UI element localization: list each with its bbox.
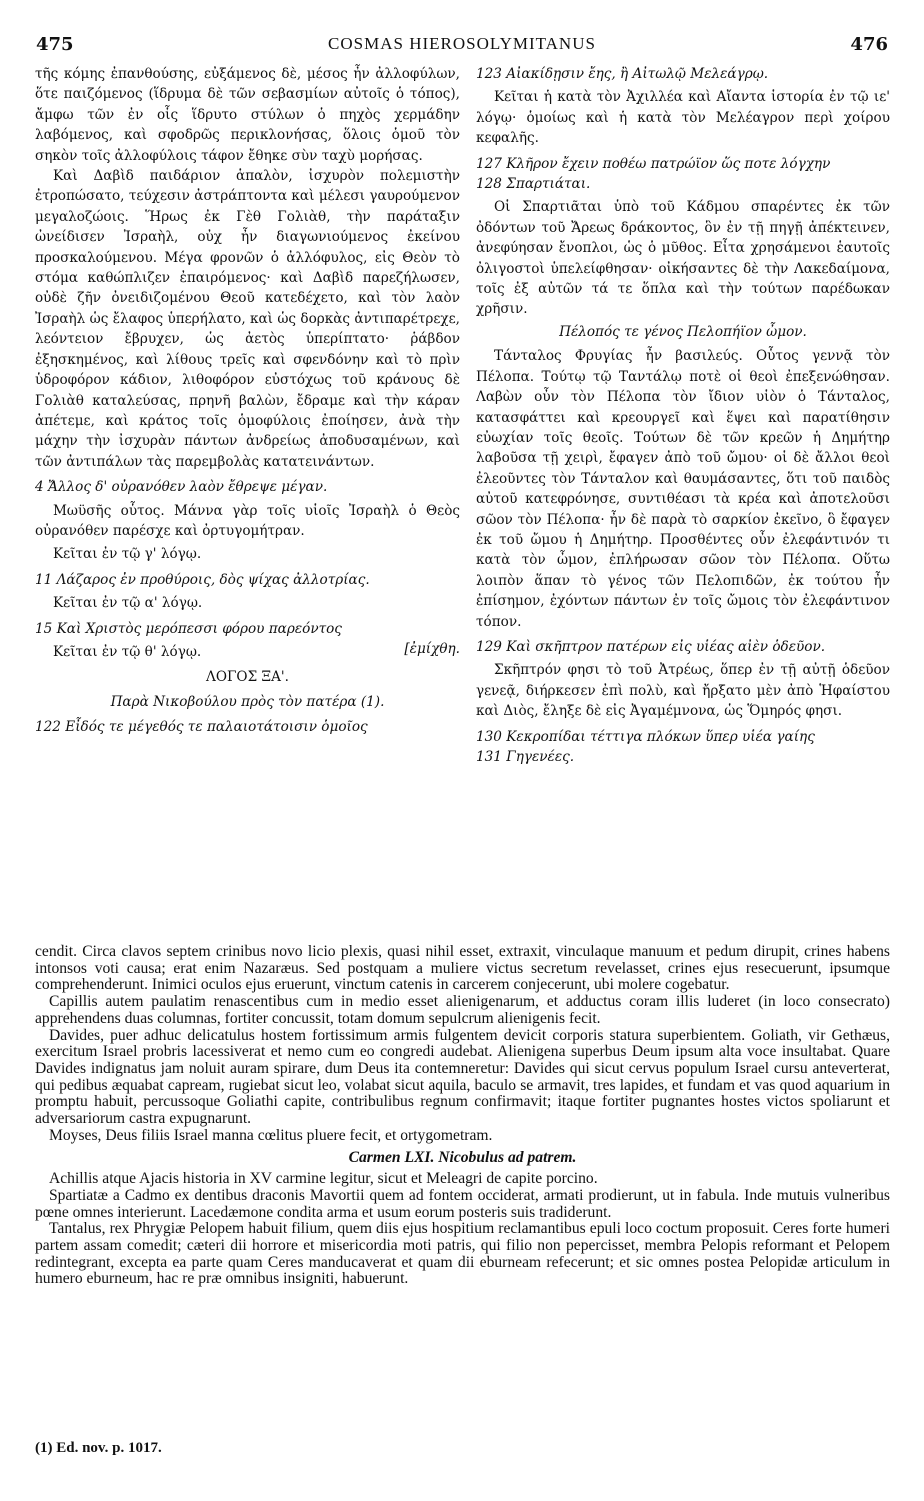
verse-heading (476, 154, 890, 195)
paragraph: Τάνταλος Φρυγίας ἦν βασιλεύς. Οὗτος γεννᾷ τὸν Πέλοπα. Τούτῳ τῷ Ταντάλῳ ποτὲ οἱ θεοὶ ἐπεξενώθησαν. Λαβὼν οὖν τὸν Πέλοπα τὸν ἴδιον υἱὸν ὁ Τάνταλος, κατασφάττει καὶ κρεουργεῖ καὶ ἕψει καὶ παρατίθησιν εὐωχίαν τοῖς θεοῖς. Τούτων δὲ τῶν κρεῶν ἡ Δημήτηρ λαβοῦσα τῇ χειρὶ, ἔφαγεν ἀπὸ τοῦ ὤμου· οἱ δὲ ἄλλοι θεοὶ ἐλεοῦντες τὸν Τάνταλον καὶ θαυμάσαντες, ὅτι τοῦ παιδὸς αὐτοῦ κατεφρόνησε, συντιθέασι τὰ κρέα καὶ ἀποτελοῦσι σῶον τὸν Πέλοπα· ἦν δὲ παρὰ τὸ σαρκίον ἐκεῖνο, ὃ ἔφαγεν ἐκ τοῦ ὤμου ἡ Δημήτηρ. Προσθέντες οὖν ἐλεφάντινόν τι κατὰ τὸν ὦμον, ἐπλήρωσαν σῶον τὸν Πέλοπα. Οὕτω λοιπὸν ἅπαν τὸ γένος τῶν Πελοπιδῶν, ἐκ τούτου ἦν ἐπίσημον, ἐχόντων πάντων ἐν τοῖς ὤμοις τὸν ἐλεφάντινον τόπον. (476, 348, 890, 630)
paragraph: Capillis autem paulatim renascentibus cum in medio esset alienigenarum, et adductus coram illis luderet (in loco consecrato) apprehendens duas columnas, fortiter concussit, totam domum sepulcrum alienigenis fecit. (35, 993, 890, 1027)
verse-heading: Πέλοπός τε γένος Πελοπήϊον ὦμον. (559, 323, 807, 340)
paragraph: Achillis atque Ajacis historia in XV carmine legitur, sicut et Meleagri de capite porcino. (49, 1170, 598, 1188)
latin-translation (35, 944, 890, 1288)
paragraph: Μωϋσῆς οὗτος. Μάννα γὰρ τοῖς υἱοῖς Ἰσραὴλ ὁ Θεὸς οὐρανόθεν παρέσχε καὶ ὀρτυγομήτραν. (35, 502, 460, 539)
verse-heading: 11 Λάζαρος ἐν προθύροις, δὸς ψίχας ἀλλοτρίας. (35, 571, 370, 588)
paragraph: Σκῆπτρόν φησι τὸ τοῦ Ἀτρέως, ὅπερ ἐν τῇ αὐτῇ ὁδεῦον γενεᾷ, διήρκεσεν ἐπὶ πολὺ, καὶ ἤρξατο μὲν ἀπὸ Ἡφαίστου καὶ Διὸς, ἔληξε δὲ εἰς Ἀγαμέμνονα, ὡς Ὅμηρός φησι. (476, 662, 890, 720)
paragraph: τῆς κόμης ἐπανθούσης, εὐξάμενος δὲ, μέσος ἦν ἀλλοφύλων, ὅτε παιζόμενος (ἵδρυμα δὲ τῶν σεβασμίων αὐτοῖς ὁ τόπος), ἄμφω τῶν ἐν οἷς ἵδρυτο στύλων ὁ πηχὸς χερμάδην λαβόμενος, καὶ σφοδρῶς περικλονήσας, ὅλοις ὁμοῦ τὸν σηκὸν τοῖς ἀλλοφύλοις τάφον ἔθηκε σὺν ταχὺ μορήσας. (35, 66, 460, 164)
verse-text: 15 Καὶ Χριστὸς μερόπεσσι φόρου παρεόντος (35, 620, 342, 637)
page-header (36, 34, 888, 58)
paragraph: Tantalus, rex Phrygiæ Pelopem habuit filium, quem diis ejus hospitium reclamantibus epuli loco coctum proposuit. Ceres forte humeri partem assam comedit; cæteri dii horrore et misericordia moti patris, qui filio non pepercisset, membra Pelopis reformant et Pelopem redintegrant, excepta ea parte quam Ceres manducaverat et quam dii eburneam refecerunt; et sic omnes posteа Pelopidæ articulum in humero eburneum, hac re præ omnibus insigniti, habuerunt. (35, 1220, 890, 1288)
footnote: (1) Ed. nov. p. 1017. (35, 1440, 162, 1456)
verse-heading: 123 Αἰακίδῃσιν ἔης, ἢ Αἰτωλῷ Μελεάγρῳ. (476, 66, 769, 82)
verse-text: 131 Γηγενέες. (476, 749, 575, 765)
verse-heading: 4 Ἄλλος δ' οὐρανόθεν λαὸν ἔθρεψε μέγαν. (35, 479, 328, 496)
verse-heading: 122 Εἶδός τε μέγεθός τε παλαιοτάτοισιν ὁμοῖος (35, 719, 368, 736)
greek-column-left (35, 64, 460, 741)
paragraph: Οἱ Σπαρτιᾶται ὑπὸ τοῦ Κάδμου σπαρέντες ἐκ τῶν ὀδόντων τοῦ Ἄρεως δράκοντος, ὃν ἐν τῇ πηγῇ ἀπέκτεινεν, ἀνεφύησαν ἔνοπλοι, ὡς ὁ μῦθος. Εἶτα χρησάμενοι ἑαυτοῖς ὀλιγοστοὶ ὑπελείφθησαν· οἰκήσαντες δὲ τὴν Λακεδαίμονα, τοῖς ἐξ αὐτῶν τά τε ὅπλα καὶ τὴν τούτων παρέδωκαν χρῆσιν. (476, 199, 890, 318)
verse-text: 130 Κεκροπίδαι τέττιγα πλόκων ὕπερ υἱέα γαίης (476, 728, 815, 745)
verse-text: 128 Σπαρτιάται. (476, 176, 591, 193)
section-heading: ΛΟΓΟΣ ΞΑ'. (206, 669, 289, 686)
section-subheading: Παρὰ Νικοβούλου πρὸς τὸν πατέρα (1). (110, 693, 385, 710)
paragraph: cendit. Circa clavos septem crinibus novo licio plexis, quasi nihil esset, extraxit, vinculaque manuum et pedum dirupit, crines habens intonsos voti causa; erat enim Nazaræus. Sed postquam a muliere victus secretum revelasset, crines ejus resecuerunt, ipsumque comprehenderunt. Inimici oculos ejus eruerunt, vinctum catenis in carcerem conjecerunt, ubi molere cogebatur. (35, 943, 890, 994)
paragraph: Κεῖται ἡ κατὰ τὸν Ἀχιλλέα καὶ Αἴαντα ἱστορία ἐν τῷ ιε' λόγῳ· ὁμοίως καὶ ἡ κατὰ τὸν Μελέαγρον περὶ χοίρου κεφαλῆς. (476, 89, 890, 147)
running-title: COSMAS HIEROSOLYMITANUS (328, 34, 596, 53)
reference: Κεῖται ἐν τῷ γ' λόγῳ. (53, 546, 202, 563)
verse-heading: 129 Καὶ σκῆπτρον πατέρων εἰς υἱέας αἰὲν ὁδεῦον. (476, 638, 826, 655)
page-number-left: 475 (36, 34, 74, 55)
verse-heading (476, 727, 890, 768)
reference: Κεῖται ἐν τῷ α' λόγῳ. (53, 595, 203, 612)
paragraph: Moyses, Deus filiis Israel manna cœlitus pluere fecit, et ortygometram. (49, 1126, 493, 1144)
section-title: Carmen LXI. Nicobulus ad patrem. (348, 1149, 577, 1167)
verse-continuation: [ἐμίχθη. (404, 640, 460, 657)
paragraph: Davides, puer adhuc delicatulus hostem fortissimum armis fulgentem devicit corporis statura superbientem. Goliath, vir Gethæus, exercitum Israel probris lacessiverat et nemo cum eo congredi audebat. Alienigena superbus Deum ipsum alta voce insultabat. Quare Davides indignatus jam noluit auram spirare, dum Deus ita contemneretur: Davides qui sicut cervus populum Israel cursu anteverterat, qui pedibus æquabat capream, rugiebat sicut leo, volabat sicut aquila, baculo se armavit, tres lapides, et fundam et vas quod aquarium in promptu habuit, percussoque Goliathi capite, contribulibus regnum confirmavit; itaque fortiter pugnantes hostes victos spoliarunt et adversariorum castra expugnarunt. (35, 1026, 890, 1128)
verse-text: 127 Κλῆρον ἔχειν ποθέω πατρώϊον ὥς ποτε λόγχην (476, 155, 831, 172)
reference: Κεῖται ἐν τῷ θ' λόγῳ. (53, 643, 202, 660)
page-number-right: 476 (850, 34, 888, 55)
paragraph: Καὶ Δαβὶδ παιδάριον ἁπαλὸν, ἰσχυρὸν πολεμιστὴν ἐτροπώσατο, τεύχεσιν ἀστράπτοντα καὶ μέλεσι γαυρούμενον μεγαλοζώοις. Ἥρως ἐκ Γὲθ Γολιὰθ, τὴν παράταξιν ὠνείδισεν Ἰσραὴλ, οὐχ ἦν διαγωνιούμενος ἐκείνου προσκαλούμενου. Μέγα φρονῶν ὁ ἀλλόφυλος, εἰς Θεὸν τὸ στόμα καθώπλιζεν ἐπαιρόμενος· καὶ Δαβὶδ παρεζήλωσεν, οὐδὲ ζῆν ὀνειδιζομένου Θεοῦ κατεδέχετο, καὶ τὸν λαὸν Ἰσραὴλ ὡς ἔλαφος ὑπερήλατο, καὶ ὡς δορκὰς ἀντιπαρέτρεχε, λεόντειον ἔβρυχεν, ὡς ἀετὸς ὑπερίπτατο· ῥάβδον ἐξησκημένος, καὶ λίθους τρεῖς καὶ σφενδόνην καὶ τὸ πρὶν ὑδροφόρον κάδιον, λιθοφόρον εὐστόχως τοῦ κράνους δὲ Γολιὰθ καταλεύσας, πρηνῆ βαλὼν, ἔδραμε καὶ τὴν κάραν ἀπέτεμε, καὶ κράτος τοῖς ὁμοφύλοις ἐποίησεν, ἀνὰ τὴν μάχην τὴν ἰσχυρὰν πάντων ἀνδρείως ἀποδυσαμένων, καὶ τῶν ἀντιπάλων τὰς παρεμβολὰς κατατεινάντων. (35, 168, 460, 470)
greek-column-right (476, 64, 890, 770)
paragraph: Spartiatæ a Cadmo ex dentibus draconis Mavortii quem ad fontem occiderat, armati prodierunt, ut in fabula. Inde mutuis vulneribus pœne omnes interierunt. Lacedæmone condita arma et usum eorum posteris suis tradiderunt. (35, 1186, 890, 1221)
